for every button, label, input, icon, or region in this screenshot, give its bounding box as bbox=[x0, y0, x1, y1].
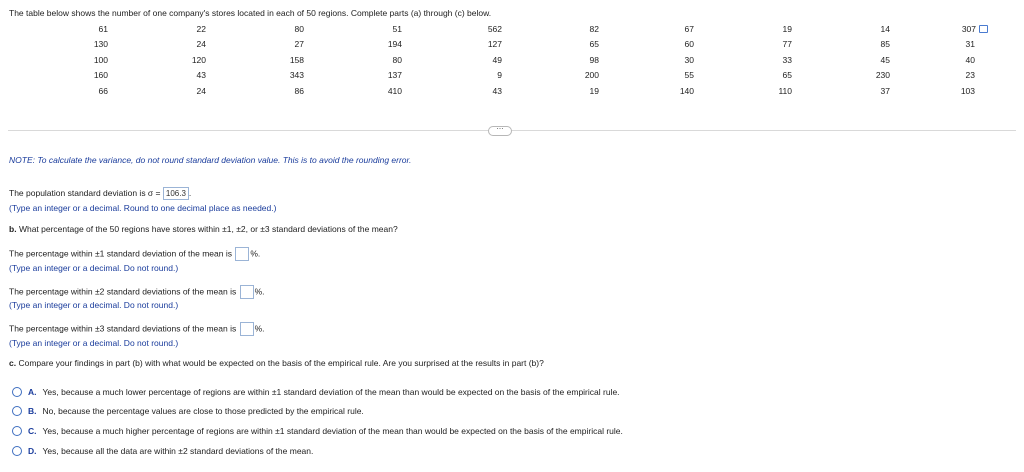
table-cell: 24 bbox=[196, 85, 206, 96]
option-text: Yes, because a much lower percentage of regions are within ±1 standard deviation of the mean than would be expected on the basis of the empirical rule. bbox=[42, 387, 620, 397]
table-cell: 37 bbox=[880, 85, 890, 96]
table-cell: 19 bbox=[782, 23, 792, 34]
percent-1sd-statement bbox=[9, 247, 260, 261]
data-table bbox=[0, 21, 988, 99]
table-cell: 77 bbox=[782, 39, 792, 50]
option-letter: B. bbox=[28, 406, 37, 416]
percent-2sd-statement bbox=[9, 285, 265, 299]
table-cell: 200 bbox=[584, 70, 599, 81]
part-b-text: What percentage of the 50 regions have stores within ±1, ±2, or ±3 standard deviations of the mean? bbox=[18, 224, 398, 234]
table-cell: 60 bbox=[684, 39, 694, 50]
table-cell: 9 bbox=[497, 70, 502, 81]
table-cell: 66 bbox=[98, 85, 108, 96]
table-cell: 14 bbox=[880, 23, 890, 34]
table-cell: 86 bbox=[294, 85, 304, 96]
table-cell: 30 bbox=[684, 54, 694, 65]
table-cell: 31 bbox=[965, 39, 975, 50]
option-a[interactable] bbox=[12, 387, 620, 398]
percent-1sd-label: The percentage within ±1 standard deviation of the mean is bbox=[9, 248, 232, 259]
option-c[interactable] bbox=[12, 426, 623, 437]
option-letter: D. bbox=[28, 446, 37, 456]
table-cell: 230 bbox=[875, 70, 890, 81]
table-row bbox=[0, 83, 988, 99]
percent-1sd-input[interactable] bbox=[235, 247, 249, 261]
table-cell: 43 bbox=[492, 85, 502, 96]
table-cell: 55 bbox=[684, 70, 694, 81]
table-cell: 82 bbox=[589, 23, 599, 34]
table-cell-last bbox=[890, 21, 988, 37]
percent-3sd-label: The percentage within ±3 standard deviations of the mean is bbox=[9, 323, 237, 334]
table-cell: 100 bbox=[93, 54, 108, 65]
table-cell: 23 bbox=[965, 70, 975, 81]
problem-intro: The table below shows the number of one company's stores located in each of 50 regions. Complete parts (a) through (c) below. bbox=[9, 8, 492, 18]
expand-more-button[interactable]: ⋯ bbox=[488, 126, 512, 136]
table-row bbox=[0, 52, 988, 68]
option-letter: A. bbox=[28, 387, 37, 397]
table-cell: 85 bbox=[880, 39, 890, 50]
table-cell: 65 bbox=[589, 39, 599, 50]
option-b[interactable] bbox=[12, 406, 364, 417]
option-text: Yes, because a much higher percentage of regions are within ±1 standard deviation of the mean than would be expected on the basis of the empirical rule. bbox=[42, 426, 623, 436]
table-row bbox=[0, 68, 988, 84]
table-cell: 65 bbox=[782, 70, 792, 81]
part-c-text: Compare your findings in part (b) with what would be expected on the basis of the empirical rule. Are you surprised at the results in part (b)? bbox=[18, 358, 544, 368]
table-cell-value: 307 bbox=[961, 23, 976, 34]
copy-data-icon[interactable] bbox=[979, 25, 988, 33]
percent-unit: %. bbox=[250, 248, 261, 259]
variance-note: NOTE: To calculate the variance, do not round standard deviation value. This is to avoid the rounding error. bbox=[9, 155, 412, 165]
table-row bbox=[0, 37, 988, 53]
table-cell: 80 bbox=[392, 54, 402, 65]
std-dev-answer-field[interactable]: 106.3 bbox=[163, 187, 189, 200]
table-cell: 61 bbox=[98, 23, 108, 34]
percent-3sd-statement bbox=[9, 322, 265, 336]
table-cell: 140 bbox=[679, 85, 694, 96]
option-text: Yes, because all the data are within ±2 standard deviations of the mean. bbox=[42, 446, 314, 456]
table-cell: 80 bbox=[294, 23, 304, 34]
table-cell: 33 bbox=[782, 54, 792, 65]
table-cell: 27 bbox=[294, 39, 304, 50]
table-cell: 22 bbox=[196, 23, 206, 34]
table-cell: 120 bbox=[191, 54, 206, 65]
table-cell: 24 bbox=[196, 39, 206, 50]
table-cell: 40 bbox=[965, 54, 975, 65]
part-a-prefix: The population standard deviation is σ = bbox=[9, 187, 161, 198]
option-text: No, because the percentage values are close to those predicted by the empirical rule. bbox=[42, 406, 364, 416]
percent-2sd-hint: (Type an integer or a decimal. Do not round.) bbox=[9, 300, 179, 310]
table-cell: 45 bbox=[880, 54, 890, 65]
section-divider bbox=[8, 130, 1016, 131]
table-row bbox=[0, 21, 988, 37]
percent-3sd-hint: (Type an integer or a decimal. Do not round.) bbox=[9, 338, 179, 348]
table-cell: 127 bbox=[487, 39, 502, 50]
part-c-question bbox=[9, 358, 544, 368]
table-cell: 103 bbox=[960, 85, 975, 96]
radio-button[interactable] bbox=[12, 426, 22, 436]
table-cell: 158 bbox=[289, 54, 304, 65]
percent-2sd-label: The percentage within ±2 standard deviations of the mean is bbox=[9, 286, 237, 297]
option-d[interactable] bbox=[12, 446, 313, 457]
part-a-suffix: . bbox=[188, 187, 192, 198]
table-cell: 130 bbox=[93, 39, 108, 50]
table-cell: 51 bbox=[392, 23, 402, 34]
part-a-statement bbox=[9, 187, 191, 200]
option-letter: C. bbox=[28, 426, 37, 436]
percent-3sd-input[interactable] bbox=[240, 322, 254, 336]
part-b-label: b. bbox=[9, 224, 17, 234]
radio-button[interactable] bbox=[12, 406, 22, 416]
percent-unit: %. bbox=[254, 323, 265, 334]
percent-unit: %. bbox=[254, 286, 265, 297]
table-cell: 67 bbox=[684, 23, 694, 34]
table-cell: 110 bbox=[778, 85, 792, 96]
table-cell: 43 bbox=[196, 70, 206, 81]
radio-button[interactable] bbox=[12, 387, 22, 397]
table-cell: 98 bbox=[589, 54, 599, 65]
table-cell: 410 bbox=[387, 85, 402, 96]
table-cell: 194 bbox=[387, 39, 402, 50]
radio-button[interactable] bbox=[12, 446, 22, 456]
table-cell: 49 bbox=[492, 54, 502, 65]
part-a-hint: (Type an integer or a decimal. Round to one decimal place as needed.) bbox=[9, 203, 277, 213]
table-cell: 562 bbox=[487, 23, 502, 34]
table-cell: 137 bbox=[387, 70, 402, 81]
table-cell: 160 bbox=[93, 70, 108, 81]
percent-1sd-hint: (Type an integer or a decimal. Do not round.) bbox=[9, 263, 179, 273]
table-cell: 343 bbox=[289, 70, 304, 81]
percent-2sd-input[interactable] bbox=[240, 285, 254, 299]
table-cell: 19 bbox=[589, 85, 599, 96]
part-b-question bbox=[9, 224, 398, 234]
part-c-label: c. bbox=[9, 358, 17, 368]
